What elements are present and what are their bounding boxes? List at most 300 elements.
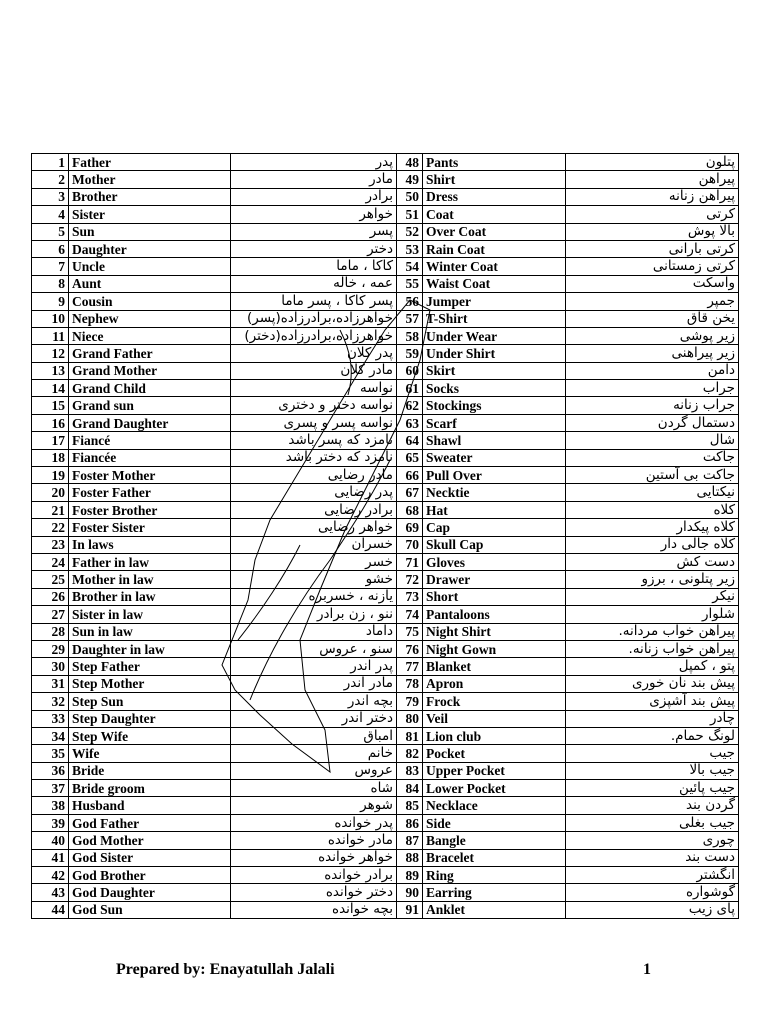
table-row xyxy=(32,484,739,501)
term-number: 10 xyxy=(32,310,69,327)
term-number: 74 xyxy=(397,606,423,623)
dari-translation: لونگ حمام. xyxy=(566,727,739,744)
table-row xyxy=(32,206,739,223)
table-row xyxy=(32,171,739,188)
dari-translation: پدر خوانده xyxy=(231,814,397,831)
term-number: 87 xyxy=(397,832,423,849)
term-number: 16 xyxy=(32,414,69,431)
table-row xyxy=(32,362,739,379)
dari-translation: جیب xyxy=(566,745,739,762)
english-term: Skirt xyxy=(423,362,566,379)
dari-translation: بالا پوش xyxy=(566,223,739,240)
english-term: Necklace xyxy=(423,797,566,814)
table-row xyxy=(32,414,739,431)
table-row xyxy=(32,240,739,257)
term-number: 65 xyxy=(397,449,423,466)
term-number: 24 xyxy=(32,553,69,570)
english-term: Grand Child xyxy=(69,380,231,397)
term-number: 83 xyxy=(397,762,423,779)
english-term: Grand Daughter xyxy=(69,414,231,431)
table-row xyxy=(32,588,739,605)
term-number: 80 xyxy=(397,710,423,727)
dari-translation: جیب پائین xyxy=(566,780,739,797)
english-term: Step Wife xyxy=(69,727,231,744)
dari-translation: پیراهن خواب مردانه. xyxy=(566,623,739,640)
table-row xyxy=(32,310,739,327)
english-term: Under Shirt xyxy=(423,345,566,362)
dari-translation: دختر اندر xyxy=(231,710,397,727)
english-term: Daughter xyxy=(69,240,231,257)
english-term: Father in law xyxy=(69,553,231,570)
english-term: God Sun xyxy=(69,901,231,918)
table-row xyxy=(32,640,739,657)
dari-translation: دست کش xyxy=(566,553,739,570)
english-term: Step Mother xyxy=(69,675,231,692)
term-number: 76 xyxy=(397,640,423,657)
dari-translation: مادر اندر xyxy=(231,675,397,692)
term-number: 75 xyxy=(397,623,423,640)
english-term: Pocket xyxy=(423,745,566,762)
term-number: 77 xyxy=(397,658,423,675)
english-term: Sun in law xyxy=(69,623,231,640)
table-row xyxy=(32,571,739,588)
dari-translation: خشو xyxy=(231,571,397,588)
english-term: Bracelet xyxy=(423,849,566,866)
term-number: 58 xyxy=(397,327,423,344)
english-term: Winter Coat xyxy=(423,258,566,275)
english-term: Frock xyxy=(423,693,566,710)
term-number: 1 xyxy=(32,154,69,171)
english-term: Cousin xyxy=(69,293,231,310)
dari-translation: جراب زنانه xyxy=(566,397,739,414)
term-number: 66 xyxy=(397,467,423,484)
dari-translation: عمه ، خاله xyxy=(231,275,397,292)
dari-translation: شال xyxy=(566,432,739,449)
dari-translation: جیب بغلی xyxy=(566,814,739,831)
english-term: Stockings xyxy=(423,397,566,414)
table-row xyxy=(32,188,739,205)
english-term: Over Coat xyxy=(423,223,566,240)
table-row xyxy=(32,380,739,397)
english-term: Foster Brother xyxy=(69,501,231,518)
term-number: 48 xyxy=(397,154,423,171)
english-term: Nephew xyxy=(69,310,231,327)
dari-translation: مادر xyxy=(231,171,397,188)
dari-translation: پدر اندر xyxy=(231,658,397,675)
term-number: 5 xyxy=(32,223,69,240)
term-number: 79 xyxy=(397,693,423,710)
term-number: 12 xyxy=(32,345,69,362)
english-term: Skull Cap xyxy=(423,536,566,553)
english-term: Fiancée xyxy=(69,449,231,466)
english-term: Bride xyxy=(69,762,231,779)
english-term: Daughter in law xyxy=(69,640,231,657)
term-number: 60 xyxy=(397,362,423,379)
table-row xyxy=(32,258,739,275)
term-number: 28 xyxy=(32,623,69,640)
term-number: 70 xyxy=(397,536,423,553)
english-term: God Mother xyxy=(69,832,231,849)
english-term: Sister xyxy=(69,206,231,223)
term-number: 89 xyxy=(397,867,423,884)
english-term: Step Father xyxy=(69,658,231,675)
dari-translation: خواهر xyxy=(231,206,397,223)
dari-translation: پسر xyxy=(231,223,397,240)
table-row xyxy=(32,867,739,884)
dari-translation: شلوار xyxy=(566,606,739,623)
dari-translation: کرتی زمستانی xyxy=(566,258,739,275)
dari-translation: پیراهن xyxy=(566,171,739,188)
english-term: Night Gown xyxy=(423,640,566,657)
dari-translation: کرتی xyxy=(566,206,739,223)
term-number: 26 xyxy=(32,588,69,605)
dari-translation: جاکت بی آستین xyxy=(566,467,739,484)
table-row xyxy=(32,901,739,918)
dari-translation: جاکت xyxy=(566,449,739,466)
term-number: 42 xyxy=(32,867,69,884)
term-number: 54 xyxy=(397,258,423,275)
english-term: Upper Pocket xyxy=(423,762,566,779)
english-term: Bangle xyxy=(423,832,566,849)
vocabulary-table-body xyxy=(32,154,739,919)
term-number: 73 xyxy=(397,588,423,605)
dari-translation: نواسه دختر و دختری xyxy=(231,397,397,414)
table-row xyxy=(32,293,739,310)
dari-translation: پدر رضایی xyxy=(231,484,397,501)
table-row xyxy=(32,223,739,240)
term-number: 88 xyxy=(397,849,423,866)
term-number: 14 xyxy=(32,380,69,397)
english-term: In laws xyxy=(69,536,231,553)
english-term: Apron xyxy=(423,675,566,692)
table-row xyxy=(32,606,739,623)
term-number: 30 xyxy=(32,658,69,675)
term-number: 53 xyxy=(397,240,423,257)
term-number: 90 xyxy=(397,884,423,901)
term-number: 17 xyxy=(32,432,69,449)
table-row xyxy=(32,154,739,171)
dari-translation: برادر رضایی xyxy=(231,501,397,518)
english-term: Mother xyxy=(69,171,231,188)
term-number: 25 xyxy=(32,571,69,588)
english-term: Foster Father xyxy=(69,484,231,501)
term-number: 55 xyxy=(397,275,423,292)
dari-translation: کلاه xyxy=(566,501,739,518)
term-number: 71 xyxy=(397,553,423,570)
term-number: 50 xyxy=(397,188,423,205)
term-number: 67 xyxy=(397,484,423,501)
english-term: Blanket xyxy=(423,658,566,675)
dari-translation: خواهرزاده،برادرزاده(پسر) xyxy=(231,310,397,327)
english-term: Rain Coat xyxy=(423,240,566,257)
english-term: Fiancé xyxy=(69,432,231,449)
english-term: Jumper xyxy=(423,293,566,310)
english-term: Coat xyxy=(423,206,566,223)
term-number: 23 xyxy=(32,536,69,553)
english-term: Lower Pocket xyxy=(423,780,566,797)
term-number: 38 xyxy=(32,797,69,814)
term-number: 34 xyxy=(32,727,69,744)
table-row xyxy=(32,397,739,414)
term-number: 51 xyxy=(397,206,423,223)
dari-translation: داماد xyxy=(231,623,397,640)
english-term: Side xyxy=(423,814,566,831)
term-number: 31 xyxy=(32,675,69,692)
dari-translation: نواسه xyxy=(231,380,397,397)
term-number: 20 xyxy=(32,484,69,501)
table-row xyxy=(32,797,739,814)
english-term: Shirt xyxy=(423,171,566,188)
term-number: 27 xyxy=(32,606,69,623)
english-term: Sun xyxy=(69,223,231,240)
term-number: 32 xyxy=(32,693,69,710)
english-term: Under Wear xyxy=(423,327,566,344)
english-term: Brother in law xyxy=(69,588,231,605)
dari-translation: پسر کاکا ، پسر ماما xyxy=(231,293,397,310)
term-number: 18 xyxy=(32,449,69,466)
english-term: Pants xyxy=(423,154,566,171)
term-number: 91 xyxy=(397,901,423,918)
english-term: God Brother xyxy=(69,867,231,884)
term-number: 68 xyxy=(397,501,423,518)
english-term: Sweater xyxy=(423,449,566,466)
dari-translation: پتو ، کمپل xyxy=(566,658,739,675)
term-number: 15 xyxy=(32,397,69,414)
dari-translation: نامزد که دختر باشد xyxy=(231,449,397,466)
term-number: 9 xyxy=(32,293,69,310)
dari-translation: دستمال گردن xyxy=(566,414,739,431)
english-term: Grand sun xyxy=(69,397,231,414)
table-row xyxy=(32,814,739,831)
dari-translation: خواهرزاده،برادرزاده(دختر) xyxy=(231,327,397,344)
dari-translation: دامن xyxy=(566,362,739,379)
term-number: 59 xyxy=(397,345,423,362)
table-row xyxy=(32,275,739,292)
table-row xyxy=(32,327,739,344)
dari-translation: زیر پیراهنی xyxy=(566,345,739,362)
dari-translation: گردن بند xyxy=(566,797,739,814)
english-term: God Daughter xyxy=(69,884,231,901)
dari-translation: جیب بالا xyxy=(566,762,739,779)
table-row xyxy=(32,519,739,536)
table-row xyxy=(32,849,739,866)
english-term: Night Shirt xyxy=(423,623,566,640)
term-number: 36 xyxy=(32,762,69,779)
dari-translation: عروس xyxy=(231,762,397,779)
table-row xyxy=(32,658,739,675)
term-number: 43 xyxy=(32,884,69,901)
dari-translation: پتلون xyxy=(566,154,739,171)
dari-translation: گوشواره xyxy=(566,884,739,901)
english-term: Short xyxy=(423,588,566,605)
term-number: 33 xyxy=(32,710,69,727)
dari-translation: پیراهن زنانه xyxy=(566,188,739,205)
table-row xyxy=(32,693,739,710)
dari-translation: کرتی بارانی xyxy=(566,240,739,257)
english-term: Aunt xyxy=(69,275,231,292)
table-row xyxy=(32,832,739,849)
term-number: 6 xyxy=(32,240,69,257)
dari-translation: کلاه پیکدار xyxy=(566,519,739,536)
term-number: 63 xyxy=(397,414,423,431)
dari-translation: واسکت xyxy=(566,275,739,292)
english-term: Earring xyxy=(423,884,566,901)
english-term: Sister in law xyxy=(69,606,231,623)
dari-translation: زیر پتلونی ، برزو xyxy=(566,571,739,588)
term-number: 81 xyxy=(397,727,423,744)
term-number: 78 xyxy=(397,675,423,692)
english-term: Step Daughter xyxy=(69,710,231,727)
dari-translation: ننو ، زن برادر xyxy=(231,606,397,623)
dari-translation: امباق xyxy=(231,727,397,744)
dari-translation: خواهر خوانده xyxy=(231,849,397,866)
term-number: 22 xyxy=(32,519,69,536)
dari-translation: پدر کلان xyxy=(231,345,397,362)
term-number: 62 xyxy=(397,397,423,414)
term-number: 29 xyxy=(32,640,69,657)
term-number: 13 xyxy=(32,362,69,379)
table-row xyxy=(32,432,739,449)
term-number: 85 xyxy=(397,797,423,814)
english-term: Hat xyxy=(423,501,566,518)
table-row xyxy=(32,501,739,518)
english-term: Grand Mother xyxy=(69,362,231,379)
table-row xyxy=(32,467,739,484)
dari-translation: دختر خوانده xyxy=(231,884,397,901)
dari-translation: سنو ، عروس xyxy=(231,640,397,657)
english-term: Husband xyxy=(69,797,231,814)
english-term: Drawer xyxy=(423,571,566,588)
term-number: 37 xyxy=(32,780,69,797)
term-number: 49 xyxy=(397,171,423,188)
dari-translation: یازنه ، خسربره xyxy=(231,588,397,605)
english-term: Cap xyxy=(423,519,566,536)
english-term: Anklet xyxy=(423,901,566,918)
dari-translation: چادر xyxy=(566,710,739,727)
english-term: God Sister xyxy=(69,849,231,866)
dari-translation: شاه xyxy=(231,780,397,797)
dari-translation: نیکتایی xyxy=(566,484,739,501)
english-term: Bride groom xyxy=(69,780,231,797)
dari-translation: پیش بند آشپزی xyxy=(566,693,739,710)
dari-translation: پای زیب xyxy=(566,901,739,918)
dari-translation: یخن قاق xyxy=(566,310,739,327)
dari-translation: انگشتر xyxy=(566,867,739,884)
term-number: 11 xyxy=(32,327,69,344)
english-term: Niece xyxy=(69,327,231,344)
term-number: 56 xyxy=(397,293,423,310)
table-row xyxy=(32,884,739,901)
term-number: 86 xyxy=(397,814,423,831)
english-term: Shawl xyxy=(423,432,566,449)
english-term: Grand Father xyxy=(69,345,231,362)
dari-translation: خواهر رضایی xyxy=(231,519,397,536)
dari-translation: دست بند xyxy=(566,849,739,866)
table-row xyxy=(32,623,739,640)
dari-translation: کاکا ، ماما xyxy=(231,258,397,275)
english-term: Pantaloons xyxy=(423,606,566,623)
term-number: 82 xyxy=(397,745,423,762)
dari-translation: دختر xyxy=(231,240,397,257)
dari-translation: بچه اندر xyxy=(231,693,397,710)
dari-translation: پدر xyxy=(231,154,397,171)
table-row xyxy=(32,345,739,362)
prepared-by-text: Prepared by: Enayatullah Jalali xyxy=(116,961,335,978)
dari-translation: مادر خوانده xyxy=(231,832,397,849)
dari-translation: جراب xyxy=(566,380,739,397)
term-number: 72 xyxy=(397,571,423,588)
english-term: Scarf xyxy=(423,414,566,431)
term-number: 57 xyxy=(397,310,423,327)
table-row xyxy=(32,780,739,797)
dari-translation: نیکر xyxy=(566,588,739,605)
english-term: Foster Sister xyxy=(69,519,231,536)
english-term: Ring xyxy=(423,867,566,884)
term-number: 21 xyxy=(32,501,69,518)
dari-translation: پیش بند نان خوری xyxy=(566,675,739,692)
english-term: Waist Coat xyxy=(423,275,566,292)
table-row xyxy=(32,553,739,570)
dari-translation: مادر رضایی xyxy=(231,467,397,484)
dari-translation: نواسه پسر و پسری xyxy=(231,414,397,431)
english-term: Pull Over xyxy=(423,467,566,484)
english-term: Necktie xyxy=(423,484,566,501)
term-number: 61 xyxy=(397,380,423,397)
term-number: 3 xyxy=(32,188,69,205)
english-term: Mother in law xyxy=(69,571,231,588)
table-row xyxy=(32,710,739,727)
english-term: T-Shirt xyxy=(423,310,566,327)
dari-translation: بچه خوانده xyxy=(231,901,397,918)
term-number: 40 xyxy=(32,832,69,849)
english-term: Veil xyxy=(423,710,566,727)
dari-translation: شوهر xyxy=(231,797,397,814)
dari-translation: جمپر xyxy=(566,293,739,310)
table-row xyxy=(32,762,739,779)
dari-translation: چوری xyxy=(566,832,739,849)
dari-translation: زیر پوشی xyxy=(566,327,739,344)
english-term: Father xyxy=(69,154,231,171)
page-number: 1 xyxy=(643,961,651,978)
table-row xyxy=(32,536,739,553)
english-term: Brother xyxy=(69,188,231,205)
english-term: Dress xyxy=(423,188,566,205)
english-term: Lion club xyxy=(423,727,566,744)
dari-translation: نامزد که پسر باشد xyxy=(231,432,397,449)
dari-translation: برادر خوانده xyxy=(231,867,397,884)
term-number: 69 xyxy=(397,519,423,536)
dari-translation: برادر xyxy=(231,188,397,205)
table-row xyxy=(32,675,739,692)
english-term: Step Sun xyxy=(69,693,231,710)
term-number: 7 xyxy=(32,258,69,275)
dari-translation: پیراهن خواب زنانه. xyxy=(566,640,739,657)
term-number: 8 xyxy=(32,275,69,292)
term-number: 4 xyxy=(32,206,69,223)
term-number: 19 xyxy=(32,467,69,484)
english-term: God Father xyxy=(69,814,231,831)
dari-translation: خانم xyxy=(231,745,397,762)
term-number: 41 xyxy=(32,849,69,866)
dari-translation: مادر کلان xyxy=(231,362,397,379)
english-term: Wife xyxy=(69,745,231,762)
dari-translation: خسر xyxy=(231,553,397,570)
term-number: 39 xyxy=(32,814,69,831)
english-term: Socks xyxy=(423,380,566,397)
english-term: Foster Mother xyxy=(69,467,231,484)
term-number: 52 xyxy=(397,223,423,240)
term-number: 64 xyxy=(397,432,423,449)
